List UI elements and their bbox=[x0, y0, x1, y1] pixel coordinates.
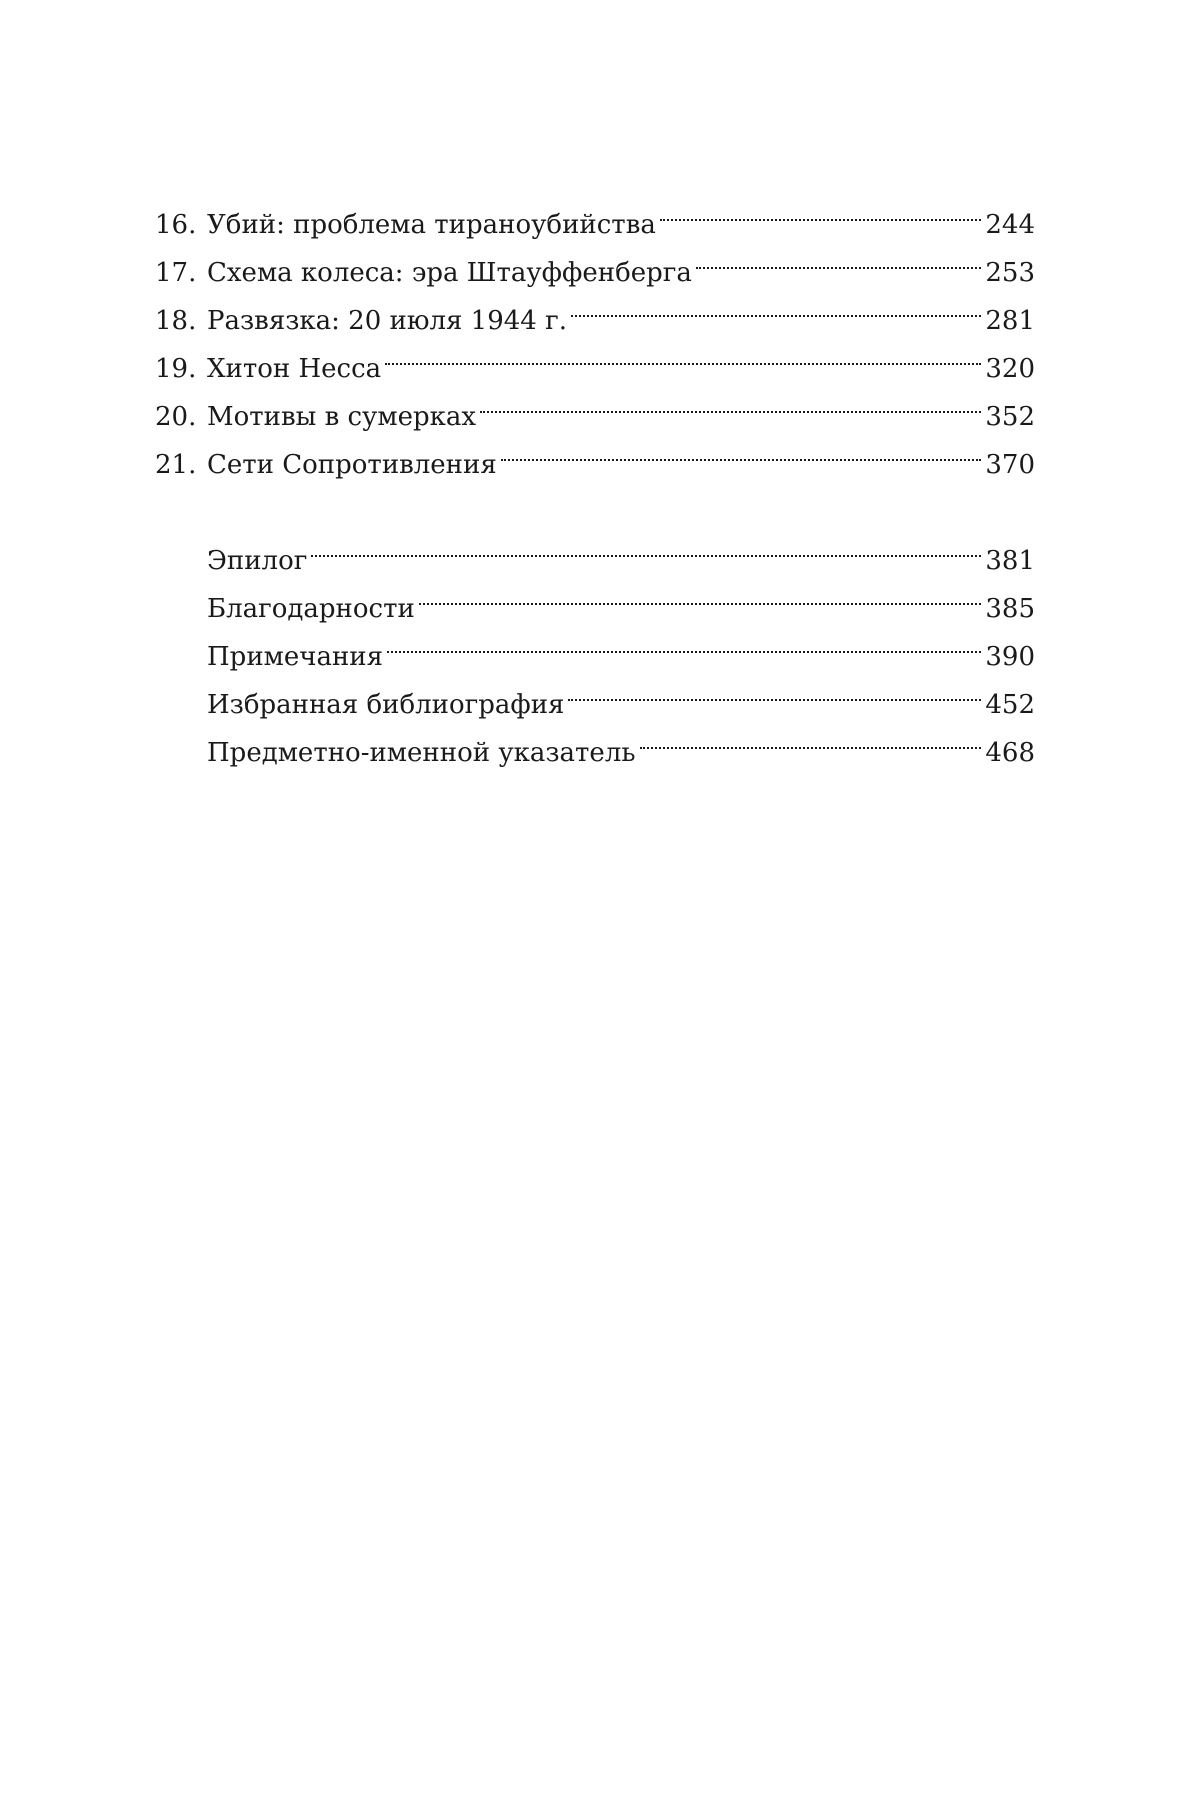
chapter-list bbox=[155, 185, 1035, 480]
page-number: 281 bbox=[985, 306, 1035, 336]
page-number: 352 bbox=[985, 402, 1035, 432]
dot-leader bbox=[385, 329, 981, 377]
dot-leader bbox=[480, 377, 981, 425]
chapter-number: 20. bbox=[155, 402, 197, 432]
page-number: 370 bbox=[985, 450, 1035, 480]
dot-leader bbox=[696, 233, 981, 281]
section-title: Примечания bbox=[207, 642, 384, 672]
chapter-number: 17. bbox=[155, 258, 197, 288]
page-number: 381 bbox=[985, 546, 1035, 576]
section-title: Благодарности bbox=[207, 594, 415, 624]
page-number: 385 bbox=[985, 594, 1035, 624]
chapter-number: 21. bbox=[155, 450, 197, 480]
table-of-contents bbox=[155, 185, 1035, 768]
chapter-number: 19. bbox=[155, 354, 197, 384]
section-title: Эпилог bbox=[207, 546, 308, 576]
dot-leader bbox=[571, 281, 981, 329]
chapter-title: Развязка: 20 июля 1944 г. bbox=[207, 306, 567, 336]
dot-leader bbox=[640, 713, 982, 761]
section-title: Предметно-именной указатель bbox=[207, 738, 636, 768]
dot-leader bbox=[387, 617, 981, 665]
back-matter-list bbox=[155, 521, 1035, 768]
dot-leader bbox=[568, 665, 981, 713]
page-number: 320 bbox=[985, 354, 1035, 384]
toc-entry-epilogue bbox=[155, 521, 1035, 576]
chapter-title: Мотивы в сумерках bbox=[207, 402, 477, 432]
chapter-number: 18. bbox=[155, 306, 197, 336]
chapter-title: Схема колеса: эра Штауффенберга bbox=[207, 258, 692, 288]
chapter-title: Хитон Несса bbox=[207, 354, 382, 384]
dot-leader bbox=[501, 425, 982, 473]
toc-entry-chapter-16 bbox=[155, 185, 1035, 240]
chapter-title: Сети Сопротивления bbox=[207, 450, 497, 480]
page-number: 244 bbox=[985, 210, 1035, 240]
page-number: 452 bbox=[985, 690, 1035, 720]
chapter-title: Убий: проблема тираноубийства bbox=[207, 210, 656, 240]
page-number: 390 bbox=[985, 642, 1035, 672]
page-number: 253 bbox=[985, 258, 1035, 288]
chapter-number: 16. bbox=[155, 210, 197, 240]
dot-leader bbox=[311, 521, 981, 569]
dot-leader bbox=[419, 569, 982, 617]
section-title: Избранная библиография bbox=[207, 690, 565, 720]
page-number: 468 bbox=[985, 738, 1035, 768]
dot-leader bbox=[660, 185, 982, 233]
